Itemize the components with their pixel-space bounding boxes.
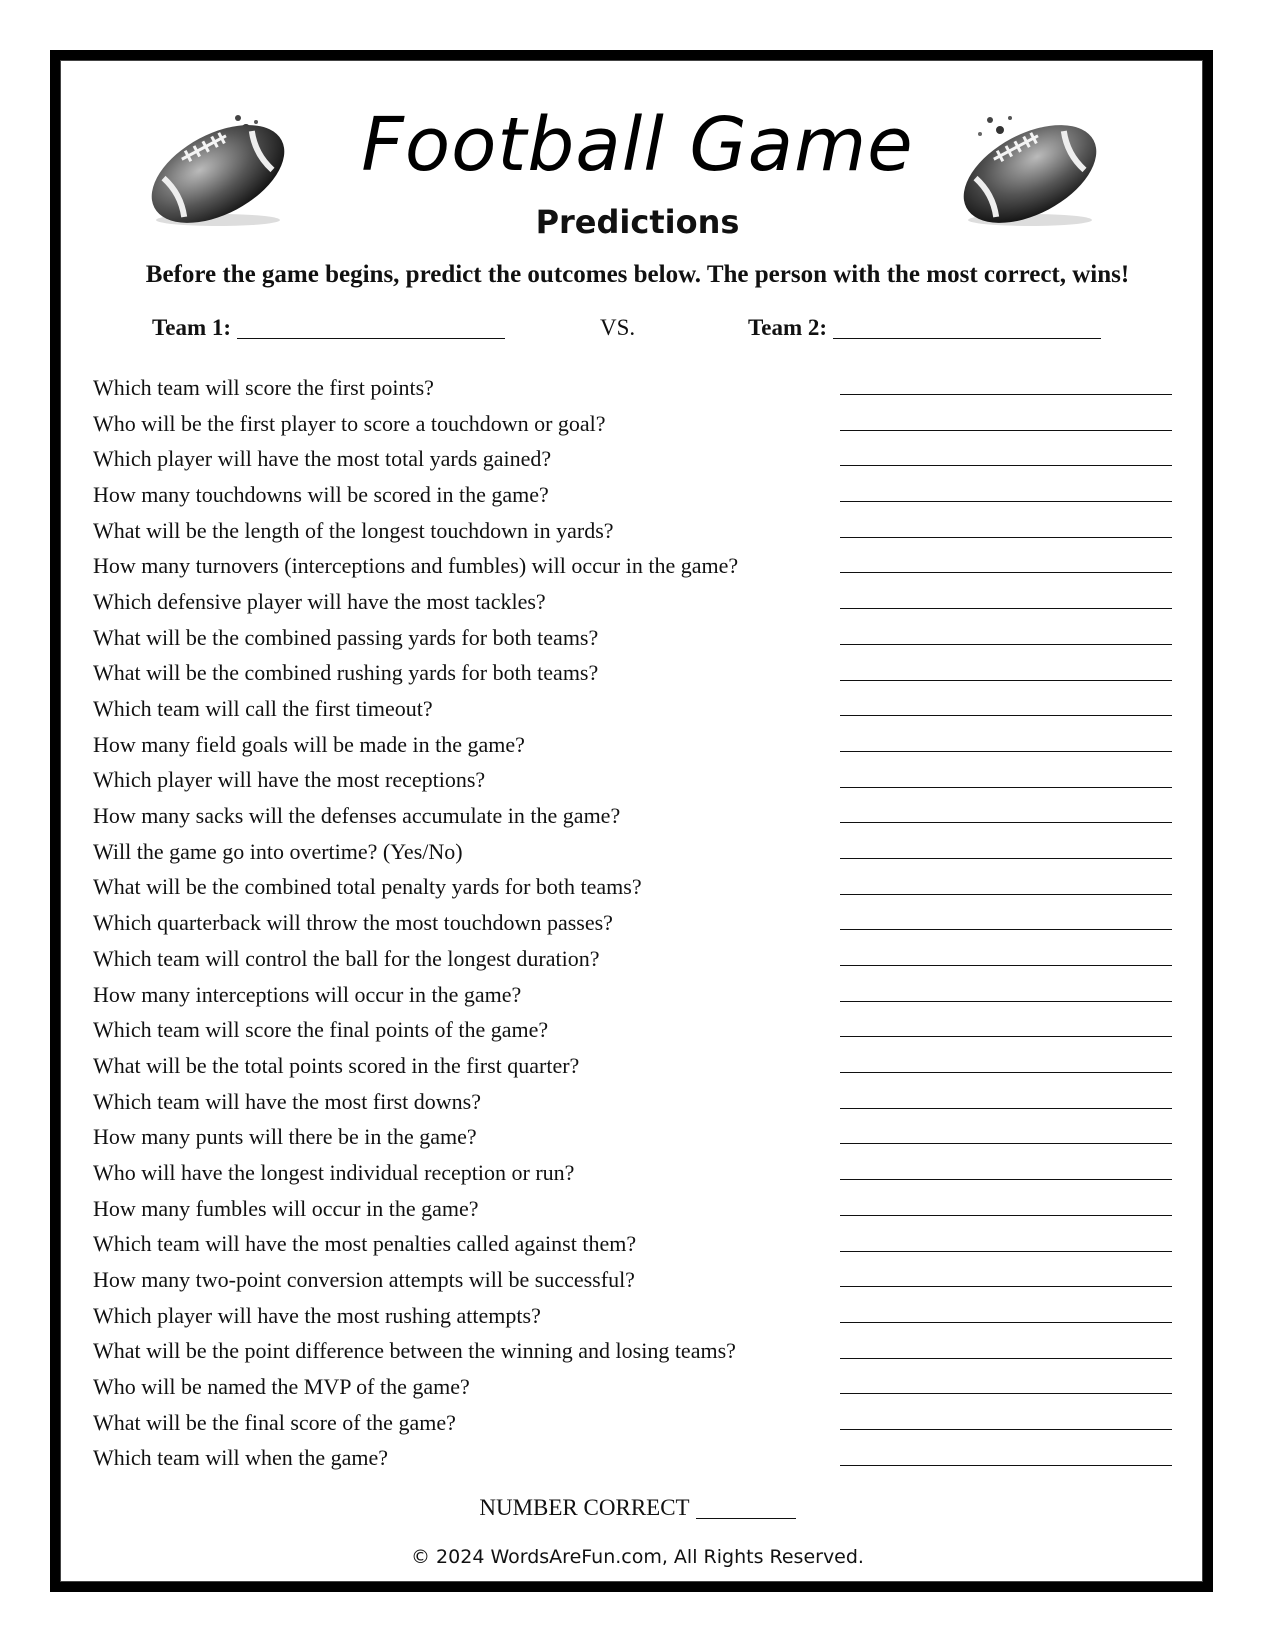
answer-line[interactable]	[840, 1143, 1172, 1144]
team-1-label: Team 1:	[152, 315, 232, 340]
question-text: Which team will when the game?	[93, 1445, 389, 1471]
question-row	[93, 1298, 1176, 1334]
question-text: What will be the combined passing yards for both teams?	[93, 624, 599, 650]
team-1-field[interactable]	[237, 318, 505, 339]
number-correct-label: NUMBER CORRECT	[479, 1495, 690, 1520]
number-correct-field[interactable]	[696, 1500, 796, 1519]
question-row	[93, 584, 1176, 620]
answer-line[interactable]	[840, 394, 1172, 395]
question-row	[93, 441, 1176, 477]
answer-line[interactable]	[840, 1001, 1172, 1002]
question-text: Which player will have the most rushing attempts?	[93, 1302, 541, 1328]
instructions: Before the game begins, predict the outcomes below. The person with the most correct, wins!	[145, 261, 1130, 288]
answer-line[interactable]	[840, 1072, 1172, 1073]
question-text: How many punts will there be in the game?	[93, 1124, 477, 1150]
question-row	[93, 620, 1176, 656]
question-row	[93, 1262, 1176, 1298]
answer-line[interactable]	[840, 1393, 1172, 1394]
answer-line[interactable]	[840, 894, 1172, 895]
question-row	[93, 1191, 1176, 1227]
question-text: How many touchdowns will be scored in the game?	[93, 481, 549, 507]
team-2-row	[748, 316, 1101, 339]
question-text: Which quarterback will throw the most touchdown passes?	[93, 910, 613, 936]
question-text: How many field goals will be made in the game?	[93, 731, 525, 757]
question-text: Which team will have the most penalties called against them?	[93, 1231, 637, 1257]
question-row	[93, 1155, 1176, 1191]
team-2-label: Team 2:	[748, 315, 828, 340]
question-text: Which team will call the first timeout?	[93, 696, 433, 722]
answer-line[interactable]	[840, 751, 1172, 752]
answer-line[interactable]	[840, 715, 1172, 716]
question-row	[93, 834, 1176, 870]
question-text: What will be the length of the longest touchdown in yards?	[93, 517, 614, 543]
answer-line[interactable]	[840, 644, 1172, 645]
question-text: Will the game go into overtime? (Yes/No)	[93, 838, 463, 864]
question-text: What will be the combined rushing yards for both teams?	[93, 660, 599, 686]
question-row	[93, 548, 1176, 584]
question-row	[93, 763, 1176, 799]
question-text: Which team will control the ball for the longest duration?	[93, 945, 600, 971]
answer-line[interactable]	[840, 1215, 1172, 1216]
answer-line[interactable]	[840, 465, 1172, 466]
question-row	[93, 1369, 1176, 1405]
question-text: Which player will have the most total yards gained?	[93, 446, 552, 472]
question-text: Which team will score the final points of the game?	[93, 1017, 549, 1043]
answer-line[interactable]	[840, 1286, 1172, 1287]
answer-line[interactable]	[840, 572, 1172, 573]
question-text: Who will be named the MVP of the game?	[93, 1374, 470, 1400]
answer-line[interactable]	[840, 1465, 1172, 1466]
question-row	[93, 406, 1176, 442]
question-row	[93, 370, 1176, 406]
question-list	[93, 370, 1176, 1476]
question-text: What will be the point difference between the winning and losing teams?	[93, 1338, 736, 1364]
question-text: How many two-point conversion attempts will be successful?	[93, 1267, 635, 1293]
question-text: What will be the combined total penalty yards for both teams?	[93, 874, 642, 900]
answer-line[interactable]	[840, 680, 1172, 681]
answer-line[interactable]	[840, 929, 1172, 930]
question-row	[93, 1334, 1176, 1370]
answer-line[interactable]	[840, 1429, 1172, 1430]
question-row	[93, 905, 1176, 941]
score-row	[0, 1496, 1275, 1519]
answer-line[interactable]	[840, 787, 1172, 788]
question-row	[93, 477, 1176, 513]
question-row	[93, 1405, 1176, 1441]
page-subtitle: Predictions	[535, 203, 740, 241]
question-text: Which team will score the first points?	[93, 374, 434, 400]
question-text: What will be the final score of the game?	[93, 1409, 456, 1435]
question-row	[93, 1084, 1176, 1120]
question-row	[93, 691, 1176, 727]
question-row	[93, 513, 1176, 549]
question-text: Which player will have the most receptions?	[93, 767, 486, 793]
question-text: How many fumbles will occur in the game?	[93, 1195, 479, 1221]
copyright: © 2024 WordsAreFun.com, All Rights Reserved.	[411, 1546, 864, 1568]
question-text: Which defensive player will have the most tackles?	[93, 588, 546, 614]
answer-line[interactable]	[840, 1322, 1172, 1323]
question-row	[93, 656, 1176, 692]
answer-line[interactable]	[840, 1358, 1172, 1359]
team-1-row	[152, 316, 505, 339]
question-row	[93, 1048, 1176, 1084]
answer-line[interactable]	[840, 430, 1172, 431]
answer-line[interactable]	[840, 858, 1172, 859]
question-text: How many interceptions will occur in the game?	[93, 981, 522, 1007]
question-row	[93, 727, 1176, 763]
page-title: Football Game	[361, 102, 914, 188]
answer-line[interactable]	[840, 537, 1172, 538]
question-row	[93, 870, 1176, 906]
question-row	[93, 1119, 1176, 1155]
question-row	[93, 798, 1176, 834]
question-text: How many turnovers (interceptions and fumbles) will occur in the game?	[93, 553, 739, 579]
answer-line[interactable]	[840, 1036, 1172, 1037]
answer-line[interactable]	[840, 1108, 1172, 1109]
question-row	[93, 1441, 1176, 1477]
team-2-field[interactable]	[833, 318, 1101, 339]
question-row	[93, 1227, 1176, 1263]
answer-line[interactable]	[840, 965, 1172, 966]
vs-label: VS.	[600, 315, 636, 340]
answer-line[interactable]	[840, 1251, 1172, 1252]
answer-line[interactable]	[840, 608, 1172, 609]
question-text: Who will be the first player to score a touchdown or goal?	[93, 410, 606, 436]
question-row	[93, 941, 1176, 977]
answer-line[interactable]	[840, 822, 1172, 823]
answer-line[interactable]	[840, 1179, 1172, 1180]
question-row	[93, 1012, 1176, 1048]
question-text: Which team will have the most first downs?	[93, 1088, 481, 1114]
question-text: Who will have the longest individual reception or run?	[93, 1159, 575, 1185]
question-text: How many sacks will the defenses accumulate in the game?	[93, 803, 621, 829]
answer-line[interactable]	[840, 501, 1172, 502]
question-text: What will be the total points scored in the first quarter?	[93, 1052, 580, 1078]
question-row	[93, 977, 1176, 1013]
